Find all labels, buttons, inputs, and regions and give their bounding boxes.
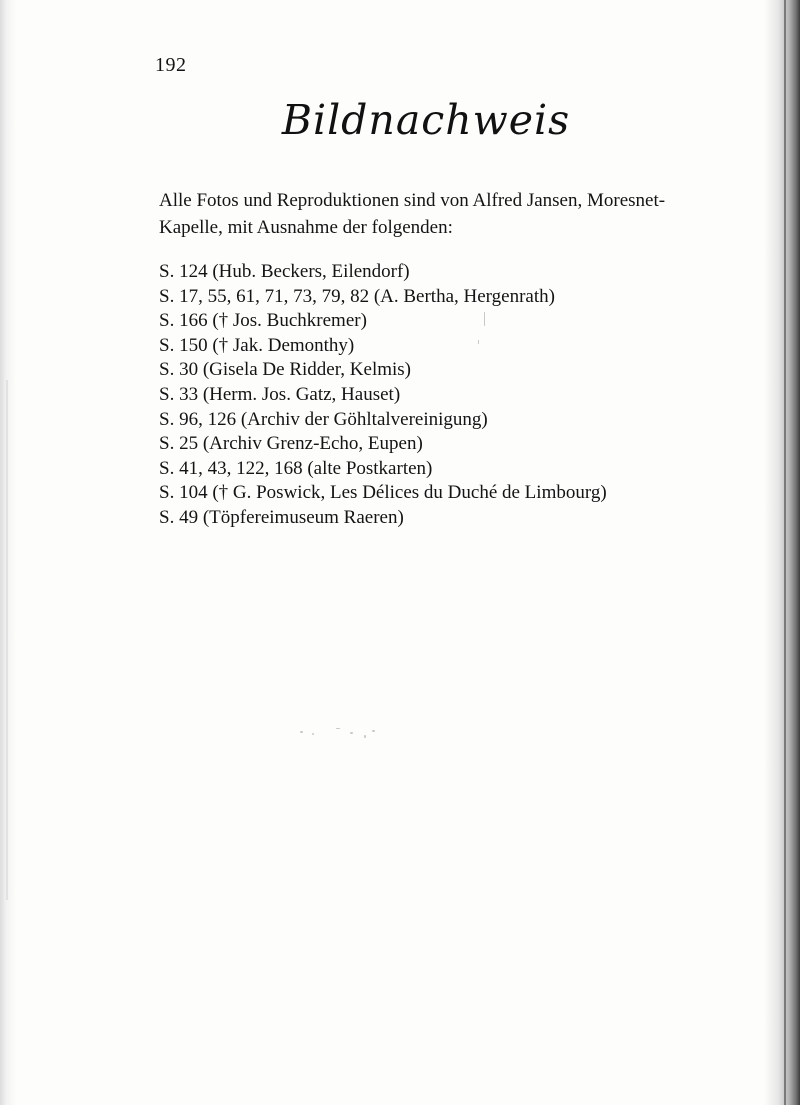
credit-item: S. 150 († Jak. Demonthy): [159, 334, 355, 356]
intro-line: Alle Fotos und Reproduktionen sind von Alfred Jansen, Moresnet-: [159, 190, 666, 211]
credit-item: S. 124 (Hub. Beckers, Eilendorf): [159, 261, 410, 282]
scan-speck: [336, 728, 340, 729]
credit-item: S. 49 (Töpfereimuseum Raeren): [159, 506, 404, 528]
intro-line: Kapelle, mit Ausnahme der folgenden:: [159, 217, 453, 238]
binding-edge-shadow: [0, 0, 16, 1105]
scan-speck: [312, 733, 314, 735]
credit-item: S. 33 (Herm. Jos. Gatz, Hauset): [159, 383, 401, 405]
scan-border-right: [764, 0, 800, 1105]
scan-border-line: [784, 0, 786, 1105]
credit-item: S. 104 († G. Poswick, Les Délices du Duché de Limbourg): [159, 482, 607, 504]
page-number: 192: [155, 54, 187, 76]
credit-item: S. 41, 43, 122, 168 (alte Postkarten): [159, 457, 433, 479]
scan-speck: [478, 340, 479, 344]
credits-list: [159, 260, 719, 531]
credit-item: S. 166 († Jos. Buchkremer): [159, 310, 367, 332]
scan-speck: [484, 312, 485, 326]
credit-item: S. 17, 55, 61, 71, 73, 79, 82 (A. Bertha, Hergenrath): [159, 285, 555, 307]
binding-edge-line: [6, 380, 8, 900]
scan-speck: [364, 735, 366, 738]
credit-item: S. 30 (Gisela De Ridder, Kelmis): [159, 359, 412, 381]
page-title: Bildnachweis: [281, 96, 571, 144]
credit-item: S. 96, 126 (Archiv der Göhltalvereinigung): [159, 408, 488, 430]
intro-paragraph: [159, 187, 719, 241]
scan-speck: [350, 732, 353, 734]
scan-speck: [300, 731, 303, 733]
credit-item: S. 25 (Archiv Grenz-Echo, Eupen): [159, 433, 423, 455]
scan-speck: [372, 730, 375, 732]
